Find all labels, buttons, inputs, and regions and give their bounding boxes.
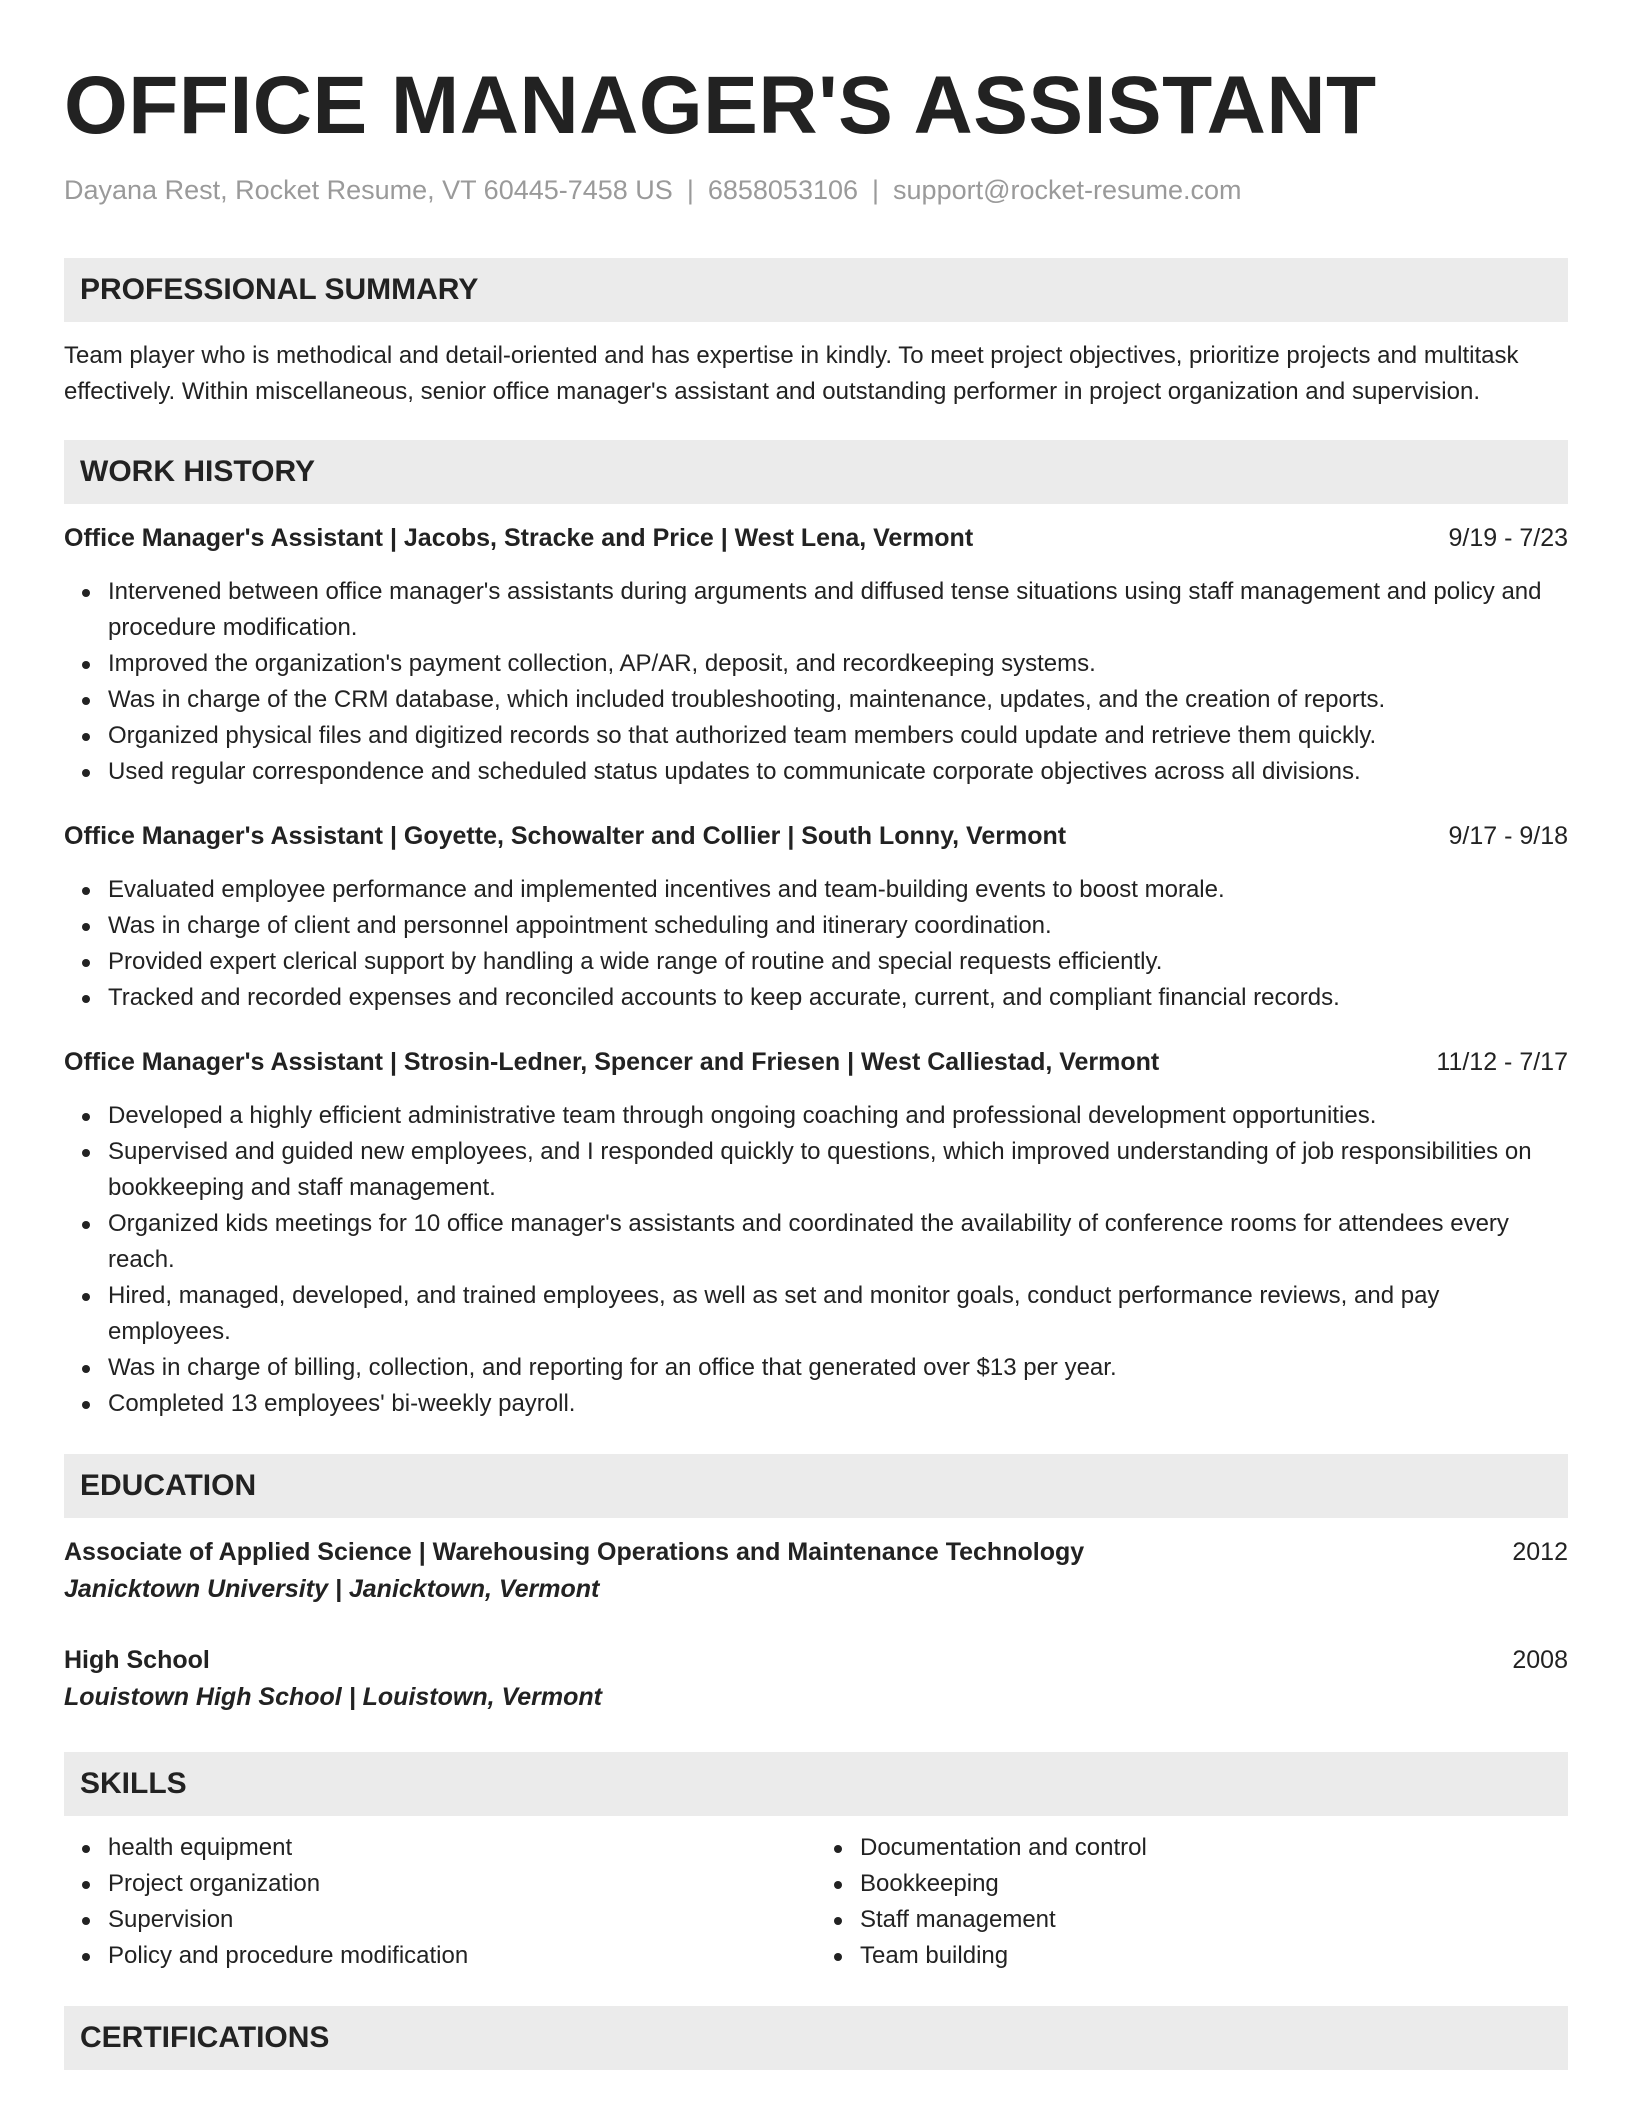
skill-item: Project organization (108, 1866, 816, 1902)
job-bullet: Was in charge of the CRM database, which included troubleshooting, maintenance, updates, and the creation of reports. (108, 682, 1568, 718)
summary-text: Team player who is methodical and detail-oriented and has expertise in kindly. To meet project objectives, prioritize projects and multitask effectively. Within miscellaneous, senior office manager's assistant and outstanding performer in project organization and supervision. (64, 342, 1519, 405)
job-bullet: Tracked and recorded expenses and reconciled accounts to keep accurate, current, and compliant financial records. (108, 980, 1568, 1016)
job-bullets (64, 1098, 1568, 1422)
contact-address: Dayana Rest, Rocket Resume, VT 60445-7458 US (64, 175, 673, 205)
section-header-skills: SKILLS (64, 1752, 1568, 1816)
skill-item: health equipment (108, 1830, 816, 1866)
skill-item: Documentation and control (860, 1830, 1568, 1866)
education-degree: High School (64, 1646, 210, 1674)
job-bullet: Organized physical files and digitized records so that authorized team members could update and retrieve them quickly. (108, 718, 1568, 754)
section-header-certifications: CERTIFICATIONS (64, 2006, 1568, 2070)
job-title: Office Manager's Assistant | Strosin-Ledner, Spencer and Friesen | West Calliestad, Vermont (64, 1048, 1160, 1076)
job-bullet: Completed 13 employees' bi-weekly payroll. (108, 1386, 1568, 1422)
education-entry (64, 1642, 1568, 1716)
education-year: 2012 (1512, 1538, 1568, 1566)
job-header (64, 1044, 1568, 1080)
education-header (64, 1642, 1568, 1678)
resume-page (64, 0, 1568, 2070)
job-bullet: Provided expert clerical support by handling a wide range of routine and special requests efficiently. (108, 944, 1568, 980)
section-header-education: EDUCATION (64, 1454, 1568, 1518)
contact-phone: 6858053106 (707, 175, 859, 205)
job-entry (64, 520, 1568, 790)
job-bullet: Organized kids meetings for 10 office manager's assistants and coordinated the availability of conference rooms for attendees every reach. (108, 1206, 1568, 1278)
job-bullet: Improved the organization's payment collection, AP/AR, deposit, and recordkeeping systems. (108, 646, 1568, 682)
skill-item: Team building (860, 1938, 1568, 1974)
education-school: Janicktown University | Janicktown, Vermont (64, 1575, 600, 1603)
contact-email[interactable]: support@rocket-resume.com (893, 175, 1242, 205)
job-bullet: Used regular correspondence and scheduled status updates to communicate corporate objectives across all divisions. (108, 754, 1568, 790)
job-entry (64, 818, 1568, 1016)
job-entry (64, 1044, 1568, 1422)
job-bullet: Developed a highly efficient administrative team through ongoing coaching and professional development opportunities. (108, 1098, 1568, 1134)
job-title: Office Manager's Assistant | Goyette, Schowalter and Collier | South Lonny, Vermont (64, 822, 1067, 850)
job-bullet: Evaluated employee performance and implemented incentives and team-building events to boost morale. (108, 872, 1568, 908)
skill-item: Staff management (860, 1902, 1568, 1938)
education-school: Louistown High School | Louistown, Vermont (64, 1683, 602, 1711)
job-dates: 9/17 - 9/18 (1448, 822, 1568, 850)
education-year: 2008 (1512, 1646, 1568, 1674)
skills-column-left (64, 1830, 816, 1974)
job-dates: 9/19 - 7/23 (1448, 524, 1568, 552)
job-dates: 11/12 - 7/17 (1436, 1048, 1568, 1076)
job-bullet: Intervened between office manager's assistants during arguments and diffused tense situations using staff management and policy and procedure modification. (108, 574, 1568, 646)
skill-item: Bookkeeping (860, 1866, 1568, 1902)
job-header (64, 520, 1568, 556)
skill-item: Supervision (108, 1902, 816, 1938)
section-header-work-history: WORK HISTORY (64, 440, 1568, 504)
job-bullets (64, 574, 1568, 790)
resume-title: OFFICE MANAGER'S ASSISTANT (64, 60, 1377, 151)
skill-item: Policy and procedure modification (108, 1938, 816, 1974)
contact-separator: | (872, 175, 880, 205)
skills-grid (64, 1830, 1568, 1974)
section-header-summary: PROFESSIONAL SUMMARY (64, 258, 1568, 322)
job-bullet: Was in charge of billing, collection, and reporting for an office that generated over $13 per year. (108, 1350, 1568, 1386)
contact-line (64, 172, 1568, 208)
job-bullet: Hired, managed, developed, and trained employees, as well as set and monitor goals, conduct performance reviews, and pay employees. (108, 1278, 1568, 1350)
education-header (64, 1534, 1568, 1570)
contact-separator: | (686, 175, 694, 205)
job-header (64, 818, 1568, 854)
job-bullet: Was in charge of client and personnel appointment scheduling and itinerary coordination. (108, 908, 1568, 944)
job-bullets (64, 872, 1568, 1016)
job-bullet: Supervised and guided new employees, and I responded quickly to questions, which improved understanding of job responsibilities on bookkeeping and staff management. (108, 1134, 1568, 1206)
skills-column-right (816, 1830, 1568, 1974)
job-title: Office Manager's Assistant | Jacobs, Stracke and Price | West Lena, Vermont (64, 524, 974, 552)
education-degree: Associate of Applied Science | Warehousing Operations and Maintenance Technology (64, 1538, 1085, 1566)
education-entry (64, 1534, 1568, 1608)
